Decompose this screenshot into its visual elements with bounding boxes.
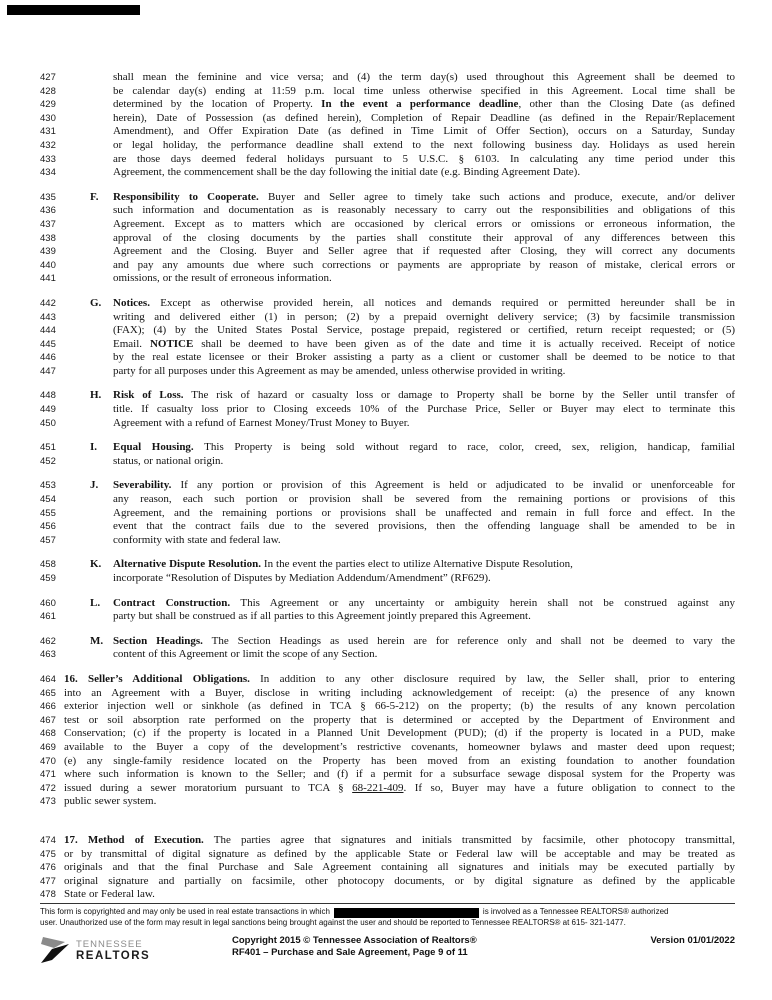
line-number: 443 [40,311,56,323]
line-number: 428 [40,85,56,97]
line-text: into an Agreement with a Buyer, disclose in writing including acknowledgement of receipt: (a) the presence of any known [64,686,735,699]
line-text: 17. Method of Execution. The parties agree that signatures and initials transmitted by facsimile, other photocopy transmittal, [64,833,735,846]
line-number: 478 [40,889,56,901]
bold-text: Alternative Dispute Resolution. [113,558,261,571]
document-line [40,351,735,365]
document-line [40,403,735,417]
line-text: Equal Housing. This Property is being sold without regard to race, color, creed, sex, religion, handicap, familial [113,441,735,454]
logo-word-realtors: REALTORS [76,949,151,962]
line-number: 442 [40,297,56,309]
line-text: Alternative Dispute Resolution. In the event the parties elect to utilize Alternative Dispute Resolution, [113,558,573,571]
line-number: 476 [40,862,56,874]
line-number: 470 [40,755,56,767]
line-text: Responsibility to Cooperate. Buyer and Seller agree to timely take such actions and produce, execute, and/or deliver [113,190,735,203]
bold-text: Responsibility to Cooperate. [113,190,259,203]
document-line [40,795,735,809]
line-number: 467 [40,714,56,726]
line-number: 475 [40,848,56,860]
statute-reference: 68-221-409 [352,781,404,794]
line-text: test or soil absorption rate performed on the property that is determined or accepted by the Department of Environment and [64,713,735,726]
line-number: 438 [40,232,56,244]
document-line [40,848,735,862]
line-text: originals and that the final Purchase and Sale Agreement containing all signatures and initials may be executed partially by [64,861,735,874]
document-line [40,834,735,848]
bold-text: 16. Seller’s Additional Obligations. [64,672,250,685]
line-text: issued during a sewer moratorium pursuant to TCA § 68-221-409. If so, Buyer may have a future obligation to connect to the [64,781,735,794]
paragraph-label: H. [90,389,102,402]
line-number: 451 [40,442,56,454]
document-line [40,297,735,311]
line-number: 436 [40,205,56,217]
document-line [40,648,735,662]
line-number: 472 [40,782,56,794]
line-number: 477 [40,875,56,887]
document-line [40,389,735,403]
paragraph [40,479,735,547]
line-number: 447 [40,365,56,377]
paragraph [40,673,735,809]
line-number: 450 [40,417,56,429]
line-number: 468 [40,728,56,740]
line-text: are those days deemed federal holidays pursuant to 5 U.S.C. § 6103. In calculating any time period under this [113,152,735,165]
line-number: 429 [40,99,56,111]
paragraph-label: L. [90,596,101,609]
line-text: Agreement with a refund of Earnest Money/Trust Money to Buyer. [113,416,410,429]
line-text: determined by the location of Property. In the event a performance deadline, other than the Closing Date (as defined [113,98,735,111]
document-line [40,673,735,687]
line-number: 427 [40,72,56,83]
line-number: 457 [40,534,56,546]
line-text: title. If casualty loss prior to Closing exceeds 10% of the Purchase Price, Seller or Buyer may elect to terminate this [113,403,735,416]
line-number: 431 [40,126,56,138]
paragraph [40,441,735,468]
line-text: or legal holiday, the performance deadline shall extend to the next following business day. Holidays as used herein [113,138,735,151]
document-line [40,714,735,728]
document-line [40,861,735,875]
line-text: where such information is known to the Seller; and (f) if a permit for a subsurface sewage disposal system for the Property was [64,768,735,781]
document-line [40,259,735,273]
line-number: 453 [40,480,56,492]
document-line [40,534,735,548]
line-text: content of this Agreement or limit the scope of any Section. [113,648,378,661]
document-line [40,324,735,338]
line-text: party for all purposes under this Agreement as may be amended, unless otherwise provided in writing. [113,364,566,377]
document-line [40,191,735,205]
paragraph-label: M. [90,634,104,647]
document-line [40,610,735,624]
line-number: 460 [40,597,56,609]
document-line [40,768,735,782]
copyright-line2: RF401 – Purchase and Sale Agreement, Page 9 of 11 [232,947,468,958]
document-line [40,635,735,649]
document-line [40,125,735,139]
paragraph [40,597,735,624]
line-number: 441 [40,273,56,285]
document-line [40,687,735,701]
paragraph [40,297,735,379]
document-line [40,741,735,755]
document-line [40,112,735,126]
document-line [40,875,735,889]
line-number: 455 [40,507,56,519]
line-text: by the real estate licensee or their Broker assisting a party as a client or customer shall be deemed to be notice to that [113,351,735,364]
line-number: 440 [40,259,56,271]
logo-wordmark [76,939,150,962]
document-line [40,98,735,112]
line-text: omissions, or the result of erroneous information. [113,272,332,285]
line-number: 448 [40,390,56,402]
line-text: (FAX); (4) by the United States Postal Service, postage prepaid, registered or certified, return receipt requested; or (5) [113,324,735,337]
line-text: Agreement and the Closing. Buyer and Seller agree that if requested after Closing, they will correct any documents [113,245,735,258]
disclaimer-text-post: is involved as a Tennessee REALTORS® authorized [482,907,669,916]
footer-bottom-row [40,935,735,965]
line-text: Section Headings. The Section Headings as used herein are for reference only and shall not be deemed to vary the [113,634,735,647]
paragraph [40,558,735,585]
document-line [40,232,735,246]
line-text: public sewer system. [64,795,157,808]
bold-text: Equal Housing. [113,441,194,454]
line-number: 462 [40,635,56,647]
document-line [40,700,735,714]
line-text: such information and documentation as is reasonably necessary to carry out the responsibilities and obligations of this [113,204,735,217]
bold-text: Risk of Loss. [113,389,184,402]
bold-text: Severability. [113,479,172,492]
line-number: 454 [40,494,56,506]
line-number: 432 [40,139,56,151]
line-text: writing and delivered either (1) in person; (2) by a prepaid overnight delivery service; (3) by facsimile transmission [113,310,735,323]
line-text: shall mean the feminine and vice versa; and (4) the term day(s) used throughout this Agreement shall be deemed to [113,71,735,83]
disclaimer-text-pre: This form is copyrighted and may only be used in real estate transactions in which [40,907,330,916]
document-line [40,204,735,218]
document-line [40,311,735,325]
document-line [40,755,735,769]
document-line [40,218,735,232]
line-number: 469 [40,741,56,753]
bold-text: Section Headings. [113,634,203,647]
line-text: 16. Seller’s Additional Obligations. In addition to any other disclosure required by law, the Seller shall, prior to entering [64,672,735,685]
document-line [40,520,735,534]
logo-word-tennessee: TENNESSEE [76,938,143,950]
tennessee-realtors-logo [40,935,232,965]
line-text: original signature and partially on facsimile, other photocopy documents, or by digital signature as defined by the applicable [64,874,735,887]
document-body [40,71,735,913]
line-number: 437 [40,218,56,230]
line-number: 439 [40,246,56,258]
paragraph-label: I. [90,441,98,454]
paragraph [40,635,735,662]
line-number: 449 [40,404,56,416]
footer-divider [40,903,735,904]
line-text: State or Federal law. [64,888,155,901]
line-number: 463 [40,649,56,661]
line-number: 458 [40,559,56,571]
line-number: 465 [40,687,56,699]
line-text: Agreement, and the remaining portions or provisions shall be unaffected and remain in full force and effect. In the [113,506,735,519]
top-redaction-bar [7,5,140,15]
document-line [40,85,735,99]
document-line [40,479,735,493]
line-text: party but shall be construed as if all parties to this Agreement jointly prepared this Agreement. [113,610,531,623]
line-number: 473 [40,796,56,808]
document-line [40,572,735,586]
paragraph [40,389,735,430]
document-line [40,441,735,455]
copyright-line1: Copyright 2015 © Tennessee Association of Realtors® [232,935,477,946]
line-text: Notices. Except as otherwise provided herein, all notices and demands required or permitted hereunder shall be in [113,296,735,309]
line-text: exterior injection well or sinkhole (as defined in TCA § 66-5-212) on the property; (b) the results of any known percolation [64,700,735,713]
bold-text: NOTICE [149,337,194,350]
document-line [40,493,735,507]
line-text: Contract Construction. This Agreement or any uncertainty or ambiguity herein shall not be construed against any [113,596,735,609]
bold-text: Contract Construction. [113,596,231,609]
line-text: approval of the closing documents by the parties shall constitute their approval of any differences between this [113,231,735,244]
document-line [40,166,735,180]
line-number: 445 [40,338,56,350]
line-text: available to the Buyer a copy of the development’s restrictive covenants, homeowner bylaws and master deed upon request; [64,740,735,753]
line-text: Email. NOTICE shall be deemed to have been given as of the date and time it is actually received. Receipt of notice [113,337,735,350]
document-line [40,507,735,521]
line-text: Agreement, the commencement shall be the day following the initial date (e.g. Binding Agreement Date). [113,166,581,179]
document-line [40,365,735,379]
paragraph [40,834,735,902]
line-number: 459 [40,573,56,584]
bold-text: Notices. [113,296,150,309]
line-number: 461 [40,611,56,623]
document-line [40,597,735,611]
line-text: any reason, each such portion or provision shall be severed from the remaining portions or provisions of this [113,493,735,506]
line-number: 471 [40,769,56,781]
document-line [40,245,735,259]
line-text: event that the contract fails due to the severed provisions, then the offending language shall be amended to be in [113,520,735,533]
line-number: 456 [40,521,56,533]
line-number: 435 [40,191,56,203]
document-line [40,558,735,572]
line-number: 466 [40,701,56,713]
line-text: (e) any single-family residence located on the Property has been moved from an existing foundation to another foundation [64,754,735,767]
line-number: 464 [40,673,56,685]
document-line [40,455,735,469]
line-number: 433 [40,153,56,165]
paragraph [40,191,735,286]
paragraph-label: J. [90,479,99,492]
paragraph [40,71,735,180]
line-text: Amendment), and Offer Expiration Date (as defined in Time Limit of Offer Section), occurs on a Saturday, Sunday [113,125,735,138]
bold-text: 17. Method of Execution. [64,833,204,846]
disclaimer-text-line2: user. Unauthorized use of the form may result in legal sanctions being brought against the user and should be reported to Tennessee REALTORS® at 615- 321-1477. [40,917,626,927]
version-label: Version 01/01/2022 [650,935,735,946]
line-text: Severability. If any portion or provision of this Agreement is held or adjudicated to be invalid or unenforceable for [113,479,735,492]
document-line [40,153,735,167]
document-line [40,338,735,352]
footer-disclaimer [40,906,735,928]
document-line [40,727,735,741]
line-number: 446 [40,352,56,364]
paragraph-label: G. [90,296,102,309]
paragraph-label: K. [90,558,102,571]
line-text: be calendar day(s) ending at 11:59 p.m. local time unless otherwise specified in this Agreement. Local time shall be [113,84,735,97]
line-text: Conservation; (c) if the property is located in a Planned Unit Development (PUD); (d) if the property is located in a PUD, make [64,727,735,740]
line-number: 434 [40,167,56,179]
line-text: herein), Date of Possession (as defined herein), Completion of Repair Deadline (as defined in the Repair/Replacement [113,111,735,124]
document-line [40,417,735,431]
line-text: and pay any amounts due where such corrections or payments are appropriate by reason of mistake, clerical errors or [113,258,735,271]
realtors-chevron-icon [40,935,76,965]
document-line [40,888,735,902]
line-text: Agreement. Except as to matters which are occasioned by clerical errors or omissions or erroneous information, the [113,217,735,230]
footer-redaction-box [334,908,479,918]
line-number: 430 [40,112,56,124]
footer-copyright [232,935,650,959]
line-text: or by transmittal of digital signature as defined by the applicable State or Federal law will be acceptable and may be treated as [64,847,735,860]
line-text: Risk of Loss. The risk of hazard or casualty loss or damage to Property shall be borne by the Seller until transfer of [113,389,735,402]
line-number: 474 [40,834,56,846]
line-text: incorporate “Resolution of Disputes by Mediation Addendum/Amendment” (RF629). [113,572,491,584]
document-line [40,272,735,286]
paragraph-label: F. [90,190,99,203]
page-footer [40,903,735,965]
line-number: 452 [40,455,56,467]
document-line [40,139,735,153]
line-text: status, or national origin. [113,454,224,467]
document-line [40,782,735,796]
line-text: conformity with state and federal law. [113,533,281,546]
bold-text: In the event a performance deadline [321,98,519,111]
line-number: 444 [40,325,56,337]
document-line [40,71,735,85]
